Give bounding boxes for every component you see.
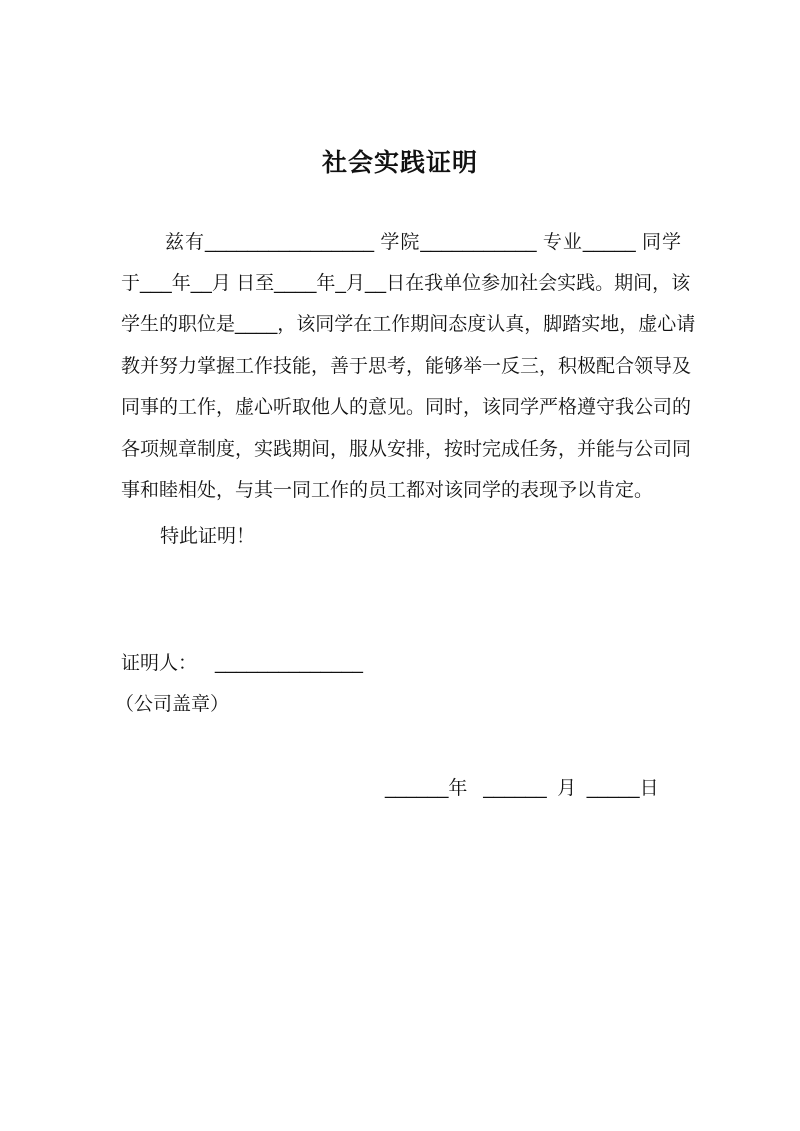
body-line-7: 事和睦相处，与其一同工作的员工都对该同学的表现予以肯定。 [121,480,654,501]
body-line-3: 学生的职位是____，该同学在工作期间态度认真，脚踏实地，虚心请 [121,314,696,335]
seal-note: （公司盖章） [115,694,230,715]
certifier-label: 证明人： [121,653,198,674]
document-title: 社会实践证明 [321,149,478,177]
certifier-blank: ______________ [215,653,363,674]
closing-text: 特此证明！ [160,526,256,547]
body-line-4: 教并努力掌握工作技能，善于思考，能够举一反三，积极配合领导及 [121,356,692,377]
date-line: ______年 ______ 月 _____日 [385,778,659,799]
body-line-1: 兹有________________ 学院___________ 专业_____ 同学 [165,232,681,253]
body-line-6: 各项规章制度，实践期间，服从安排，按时完成任务，并能与公司同 [121,439,692,460]
body-line-5: 同事的工作，虚心听取他人的意见。同时，该同学严格遵守我公司的 [121,397,692,418]
body-line-2: 于___年__月 日至____年_月__日在我单位参加社会实践。期间，该 [121,273,691,294]
